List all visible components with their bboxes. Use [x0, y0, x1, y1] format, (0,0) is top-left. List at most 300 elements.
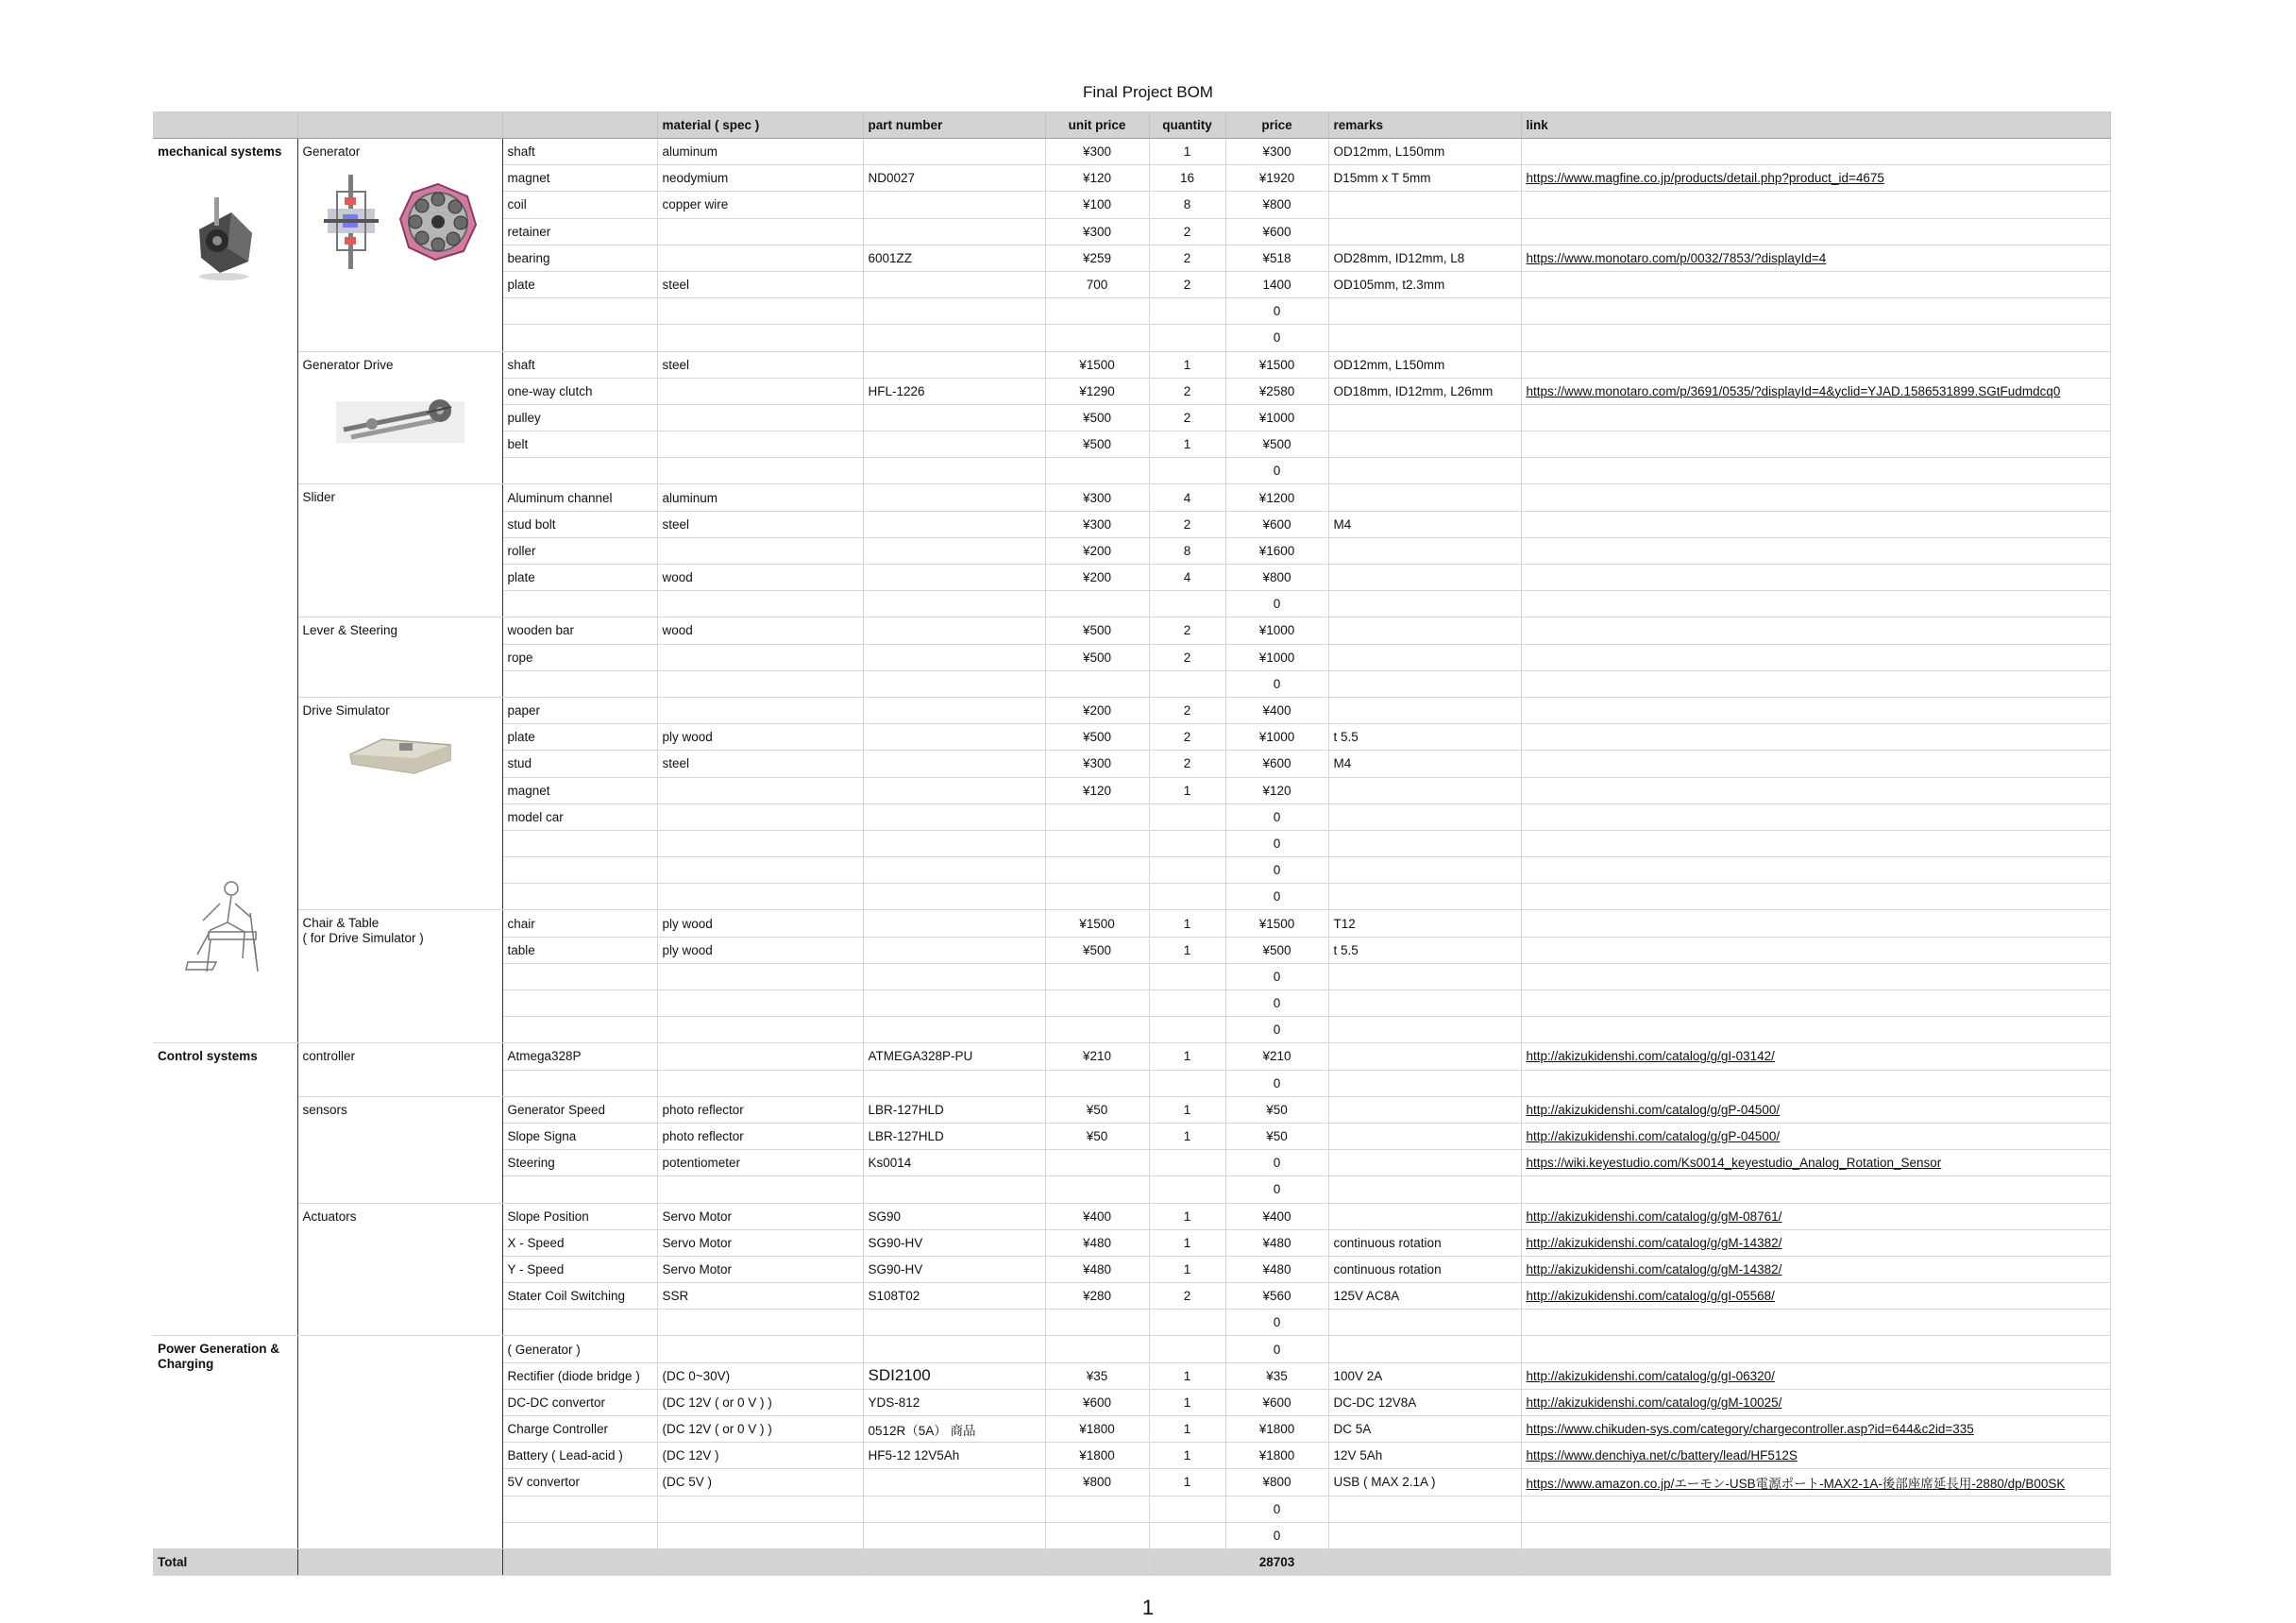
cell-link: [1521, 1336, 2110, 1362]
cell-material: SSR: [657, 1283, 863, 1310]
cell-link: [1521, 1070, 2110, 1096]
cell-material: steel: [657, 511, 863, 537]
cell-link: [1521, 484, 2110, 511]
cell-remarks: OD28mm, ID12mm, L8: [1328, 245, 1521, 271]
cell-part: SDI2100: [863, 1362, 1045, 1389]
cell-price: ¥600: [1225, 218, 1328, 245]
cell-remarks: OD12mm, L150mm: [1328, 139, 1521, 165]
cell-unit: ¥400: [1045, 1203, 1149, 1229]
cell-qty: [1149, 1070, 1225, 1096]
product-link[interactable]: http://akizukidenshi.com/catalog/g/gM-08761/: [1521, 1203, 2110, 1229]
cell-unit: [1045, 803, 1149, 830]
category-cell: [153, 139, 297, 1043]
cell-material: steel: [657, 751, 863, 777]
table-row: [153, 351, 2110, 378]
cell-link: [1521, 218, 2110, 245]
cell-unit: ¥500: [1045, 431, 1149, 458]
cell-remarks: [1328, 1522, 1521, 1548]
cell-unit: [1045, 1150, 1149, 1176]
cell-unit: [1045, 1017, 1149, 1043]
cell-material: [657, 963, 863, 989]
cell-qty: [1149, 803, 1225, 830]
cell-unit: ¥500: [1045, 617, 1149, 644]
total-row: [153, 1548, 2110, 1575]
cell-remarks: M4: [1328, 511, 1521, 537]
cell-material: [657, 777, 863, 803]
cell-unit: [1045, 325, 1149, 351]
cell-link: [1521, 963, 2110, 989]
cell-item: Battery ( Lead-acid ): [502, 1443, 657, 1469]
cell-remarks: USB ( MAX 2.1A ): [1328, 1469, 1521, 1496]
cell-remarks: DC 5A: [1328, 1416, 1521, 1443]
cell-material: neodymium: [657, 165, 863, 192]
cell-material: (DC 12V ): [657, 1443, 863, 1469]
cell-unit: ¥259: [1045, 245, 1149, 271]
cell-link: [1521, 139, 2110, 165]
cell-unit: [1045, 458, 1149, 484]
cell-unit: ¥600: [1045, 1389, 1149, 1415]
cell-link: [1521, 644, 2110, 670]
cell-price: ¥800: [1225, 192, 1328, 218]
cell-qty: 1: [1149, 1443, 1225, 1469]
subsystem-label: Generator: [302, 144, 361, 159]
product-link[interactable]: https://www.denchiya.net/c/battery/lead/HF512S: [1521, 1443, 2110, 1469]
cell-remarks: M4: [1328, 751, 1521, 777]
product-link[interactable]: https://wiki.keyestudio.com/Ks0014_keyestudio_Analog_Rotation_Sensor: [1521, 1150, 2110, 1176]
cell-part: [863, 963, 1045, 989]
cell-item: DC-DC convertor: [502, 1389, 657, 1415]
cell-part: [863, 724, 1045, 751]
cell-part: [863, 192, 1045, 218]
cell-material: potentiometer: [657, 1150, 863, 1176]
cell-material: wood: [657, 617, 863, 644]
cell-material: [657, 298, 863, 325]
product-link[interactable]: http://akizukidenshi.com/catalog/g/gI-06320/: [1521, 1362, 2110, 1389]
cell-material: Servo Motor: [657, 1203, 863, 1229]
cell-qty: 4: [1149, 565, 1225, 591]
cell-item: Steering: [502, 1150, 657, 1176]
cell-price: 0: [1225, 1522, 1328, 1548]
cell-item: pulley: [502, 404, 657, 431]
cell-part: [863, 777, 1045, 803]
cell-material: [657, 644, 863, 670]
cell-remarks: [1328, 484, 1521, 511]
cell-part: Ks0014: [863, 1150, 1045, 1176]
cell-price: 0: [1225, 884, 1328, 910]
cell-item: shaft: [502, 351, 657, 378]
cell-price: ¥50: [1225, 1096, 1328, 1123]
cell-price: 0: [1225, 830, 1328, 856]
cell-qty: 1: [1149, 777, 1225, 803]
cell-qty: 4: [1149, 484, 1225, 511]
cell-material: [657, 670, 863, 697]
table-row: [153, 697, 2110, 723]
cell-unit: ¥1290: [1045, 378, 1149, 404]
cell-part: [863, 910, 1045, 937]
cell-remarks: [1328, 1310, 1521, 1336]
cell-material: ply wood: [657, 937, 863, 963]
cell-qty: 1: [1149, 351, 1225, 378]
cell-link: [1521, 298, 2110, 325]
cell-unit: ¥800: [1045, 1469, 1149, 1496]
cell-qty: [1149, 1150, 1225, 1176]
cell-item: [502, 591, 657, 617]
product-link[interactable]: https://www.monotaro.com/p/0032/7853/?displayId=4: [1521, 245, 2110, 271]
cell-item: stud: [502, 751, 657, 777]
header-quantity: quantity: [1149, 111, 1225, 139]
cell-qty: 1: [1149, 1043, 1225, 1070]
cell-item: [502, 884, 657, 910]
cell-qty: 1: [1149, 1389, 1225, 1415]
cell-unit: ¥500: [1045, 404, 1149, 431]
cell-price: ¥1200: [1225, 484, 1328, 511]
cell-material: [657, 245, 863, 271]
cell-price: ¥800: [1225, 565, 1328, 591]
subsystem-cell-drive-simulator: [297, 697, 502, 910]
cell-price: ¥1600: [1225, 537, 1328, 564]
cell-part: ND0027: [863, 165, 1045, 192]
cell-unit: [1045, 990, 1149, 1017]
cell-remarks: D15mm x T 5mm: [1328, 165, 1521, 192]
cell-part: [863, 830, 1045, 856]
product-link[interactable]: http://akizukidenshi.com/catalog/g/gI-03142/: [1521, 1043, 2110, 1070]
cell-unit: [1045, 670, 1149, 697]
cell-item: table: [502, 937, 657, 963]
subsystem-cell-slider: [297, 484, 502, 617]
cell-price: 0: [1225, 1176, 1328, 1203]
cell-item: coil: [502, 192, 657, 218]
cell-remarks: [1328, 857, 1521, 884]
cell-link: [1521, 670, 2110, 697]
cell-price: ¥600: [1225, 751, 1328, 777]
cell-remarks: [1328, 777, 1521, 803]
cell-remarks: [1328, 963, 1521, 989]
cell-qty: [1149, 1336, 1225, 1362]
cell-item: plate: [502, 271, 657, 297]
cell-qty: 1: [1149, 1203, 1225, 1229]
cell-unit: [1045, 963, 1149, 989]
cell-qty: 8: [1149, 537, 1225, 564]
cell-remarks: [1328, 1043, 1521, 1070]
header-item: [502, 111, 657, 139]
product-link[interactable]: http://akizukidenshi.com/catalog/g/gP-04500/: [1521, 1096, 2110, 1123]
cell-link: [1521, 271, 2110, 297]
cell-qty: [1149, 990, 1225, 1017]
cell-remarks: [1328, 1336, 1521, 1362]
cell-material: (DC 12V ( or 0 V ) ): [657, 1416, 863, 1443]
cell-unit: 700: [1045, 271, 1149, 297]
header-subsystem: [297, 111, 502, 139]
cell-unit: ¥300: [1045, 751, 1149, 777]
cell-price: ¥518: [1225, 245, 1328, 271]
cell-link: [1521, 431, 2110, 458]
cell-material: aluminum: [657, 139, 863, 165]
cell-price: ¥560: [1225, 1283, 1328, 1310]
cell-item: [502, 1017, 657, 1043]
cell-material: steel: [657, 351, 863, 378]
cell-price: ¥1500: [1225, 910, 1328, 937]
cell-price: ¥300: [1225, 139, 1328, 165]
cell-link: [1521, 591, 2110, 617]
cell-material: [657, 1310, 863, 1336]
cell-material: Servo Motor: [657, 1229, 863, 1256]
cell-part: [863, 565, 1045, 591]
cell-remarks: t 5.5: [1328, 937, 1521, 963]
cell-unit: ¥300: [1045, 139, 1149, 165]
cell-unit: ¥1800: [1045, 1416, 1149, 1443]
cell-remarks: OD18mm, ID12mm, L26mm: [1328, 378, 1521, 404]
subsystem-cell-sensors: [297, 1096, 502, 1203]
cell-price: ¥120: [1225, 777, 1328, 803]
cell-link: [1521, 1176, 2110, 1203]
cell-material: wood: [657, 565, 863, 591]
cell-remarks: [1328, 325, 1521, 351]
cell-price: ¥1920: [1225, 165, 1328, 192]
cell-qty: 1: [1149, 431, 1225, 458]
cell-unit: [1045, 857, 1149, 884]
cell-qty: [1149, 1310, 1225, 1336]
cell-price: 0: [1225, 963, 1328, 989]
cell-price: ¥2580: [1225, 378, 1328, 404]
cell-material: ply wood: [657, 724, 863, 751]
cell-item: magnet: [502, 165, 657, 192]
cell-remarks: [1328, 1496, 1521, 1522]
cell-item: [502, 830, 657, 856]
cell-remarks: 125V AC8A: [1328, 1283, 1521, 1310]
product-link[interactable]: https://www.chikuden-sys.com/category/chargecontroller.asp?id=644&c2id=335: [1521, 1416, 2110, 1443]
cell-unit: ¥1500: [1045, 351, 1149, 378]
cell-material: [657, 537, 863, 564]
cell-material: [657, 378, 863, 404]
table-row: [153, 1336, 2110, 1362]
cell-part: [863, 325, 1045, 351]
cell-part: [863, 1176, 1045, 1203]
cell-link: [1521, 1522, 2110, 1548]
cell-part: [863, 511, 1045, 537]
cell-unit: ¥500: [1045, 644, 1149, 670]
product-link[interactable]: https://www.magfine.co.jp/products/detail.php?product_id=4675: [1521, 165, 2110, 192]
cell-material: [657, 1336, 863, 1362]
cell-part: SG90-HV: [863, 1229, 1045, 1256]
cell-part: [863, 431, 1045, 458]
cell-item: ( Generator ): [502, 1336, 657, 1362]
cell-material: photo reflector: [657, 1123, 863, 1149]
cell-qty: 8: [1149, 192, 1225, 218]
product-link[interactable]: http://akizukidenshi.com/catalog/g/gM-14382/: [1521, 1256, 2110, 1282]
header-link: link: [1521, 111, 2110, 139]
cell-qty: 2: [1149, 644, 1225, 670]
cell-qty: 1: [1149, 937, 1225, 963]
cell-material: copper wire: [657, 192, 863, 218]
cell-part: [863, 458, 1045, 484]
cell-remarks: [1328, 990, 1521, 1017]
cell-remarks: [1328, 884, 1521, 910]
drive-simulator-image: [345, 732, 456, 781]
category-label: Control systems: [158, 1049, 258, 1064]
table-row: [153, 1043, 2110, 1070]
cell-material: [657, 591, 863, 617]
cell-qty: 1: [1149, 139, 1225, 165]
product-link[interactable]: https://www.amazon.co.jp/エーモン-USB電源ポート-MAX2-1A-後部座席延長用-2880/dp/B00SK: [1521, 1469, 2110, 1496]
cell-unit: ¥1500: [1045, 910, 1149, 937]
cell-part: [863, 1310, 1045, 1336]
cell-part: [863, 298, 1045, 325]
cell-item: [502, 857, 657, 884]
cell-unit: ¥480: [1045, 1229, 1149, 1256]
cell-material: [657, 404, 863, 431]
cell-remarks: [1328, 298, 1521, 325]
cell-price: ¥600: [1225, 1389, 1328, 1415]
cell-qty: 2: [1149, 378, 1225, 404]
cell-item: paper: [502, 697, 657, 723]
product-link[interactable]: http://akizukidenshi.com/catalog/g/gM-14382/: [1521, 1229, 2110, 1256]
generator-section-image: [322, 173, 380, 275]
cell-remarks: continuous rotation: [1328, 1229, 1521, 1256]
cell-qty: [1149, 1522, 1225, 1548]
cell-item: chair: [502, 910, 657, 937]
cell-link: [1521, 325, 2110, 351]
header-category: [153, 111, 297, 139]
cell-unit: ¥50: [1045, 1123, 1149, 1149]
cell-item: retainer: [502, 218, 657, 245]
cell-price: ¥50: [1225, 1123, 1328, 1149]
cell-qty: 1: [1149, 1096, 1225, 1123]
cell-part: S108T02: [863, 1283, 1045, 1310]
header-price: price: [1225, 111, 1328, 139]
cell-item: [502, 963, 657, 989]
subsystem-label: Actuators: [302, 1209, 357, 1224]
cell-price: ¥1000: [1225, 404, 1328, 431]
table-row: [153, 484, 2110, 511]
cell-qty: 1: [1149, 1123, 1225, 1149]
cell-material: [657, 830, 863, 856]
cell-part: [863, 751, 1045, 777]
cell-material: [657, 1176, 863, 1203]
cell-qty: 2: [1149, 404, 1225, 431]
cell-unit: ¥100: [1045, 192, 1149, 218]
subsystem-cell-lever-steering: [297, 617, 502, 698]
cell-remarks: OD12mm, L150mm: [1328, 351, 1521, 378]
cell-part: LBR-127HLD: [863, 1096, 1045, 1123]
cell-part: [863, 803, 1045, 830]
header-row: [153, 111, 2110, 139]
cell-part: 6001ZZ: [863, 245, 1045, 271]
cell-remarks: [1328, 431, 1521, 458]
cell-unit: ¥120: [1045, 165, 1149, 192]
cell-item: magnet: [502, 777, 657, 803]
cell-part: [863, 937, 1045, 963]
cell-price: ¥500: [1225, 937, 1328, 963]
product-link[interactable]: http://akizukidenshi.com/catalog/g/gI-05568/: [1521, 1283, 2110, 1310]
subsystem-label: Chair & Table ( for Drive Simulator ): [302, 916, 424, 946]
table-row: [153, 910, 2110, 937]
cell-qty: [1149, 1496, 1225, 1522]
product-link[interactable]: https://www.monotaro.com/p/3691/0535/?displayId=4&yclid=YJAD.1586531899.SGtFudmdcq0: [1521, 378, 2110, 404]
table-row: [153, 617, 2110, 644]
cell-material: (DC 0~30V): [657, 1362, 863, 1389]
cell-material: [657, 458, 863, 484]
cell-part: HFL-1226: [863, 378, 1045, 404]
subsystem-cell-generator: [297, 139, 502, 352]
cell-unit: [1045, 1496, 1149, 1522]
cell-unit: ¥35: [1045, 1362, 1149, 1389]
cell-link: [1521, 777, 2110, 803]
cell-price: ¥1000: [1225, 724, 1328, 751]
cell-price: ¥1800: [1225, 1443, 1328, 1469]
cell-part: [863, 857, 1045, 884]
cell-price: 0: [1225, 670, 1328, 697]
cell-link: [1521, 1310, 2110, 1336]
cell-part: ATMEGA328P-PU: [863, 1043, 1045, 1070]
cell-link: [1521, 458, 2110, 484]
cell-remarks: [1328, 537, 1521, 564]
cell-qty: [1149, 1176, 1225, 1203]
cell-remarks: [1328, 458, 1521, 484]
product-link[interactable]: http://akizukidenshi.com/catalog/g/gM-10025/: [1521, 1389, 2110, 1415]
cell-part: [863, 644, 1045, 670]
cell-remarks: [1328, 1070, 1521, 1096]
cell-link: [1521, 192, 2110, 218]
cell-material: [657, 218, 863, 245]
product-link[interactable]: http://akizukidenshi.com/catalog/g/gP-04500/: [1521, 1123, 2110, 1149]
cell-part: [863, 617, 1045, 644]
cell-item: X - Speed: [502, 1229, 657, 1256]
cell-part: [863, 139, 1045, 165]
cell-part: [863, 884, 1045, 910]
cell-link: [1521, 404, 2110, 431]
cell-link: [1521, 511, 2110, 537]
cell-qty: 1: [1149, 1469, 1225, 1496]
chair-sketch-image: [158, 879, 293, 977]
cell-unit: ¥200: [1045, 697, 1149, 723]
cell-item: [502, 670, 657, 697]
cell-material: (DC 5V ): [657, 1469, 863, 1496]
cell-unit: [1045, 591, 1149, 617]
page-number: 1: [1141, 1596, 1155, 1619]
cell-part: [863, 1522, 1045, 1548]
cell-item: [502, 325, 657, 351]
cell-item: shaft: [502, 139, 657, 165]
cell-qty: 2: [1149, 617, 1225, 644]
cell-part: [863, 697, 1045, 723]
cell-remarks: [1328, 218, 1521, 245]
cell-unit: [1045, 830, 1149, 856]
cell-qty: 1: [1149, 1256, 1225, 1282]
cell-price: 0: [1225, 298, 1328, 325]
cell-unit: ¥480: [1045, 1256, 1149, 1282]
generator-rotor-image: [397, 181, 479, 266]
cell-part: [863, 1496, 1045, 1522]
cell-link: [1521, 1496, 2110, 1522]
cell-item: rope: [502, 644, 657, 670]
category-label: mechanical systems: [158, 144, 282, 159]
cell-material: steel: [657, 271, 863, 297]
cell-item: one-way clutch: [502, 378, 657, 404]
cell-material: [657, 1070, 863, 1096]
cell-material: [657, 697, 863, 723]
cell-unit: ¥300: [1045, 218, 1149, 245]
cell-item: [502, 458, 657, 484]
header-remarks: remarks: [1328, 111, 1521, 139]
cell-unit: ¥50: [1045, 1096, 1149, 1123]
cell-material: Servo Motor: [657, 1256, 863, 1282]
cell-material: [657, 803, 863, 830]
cell-remarks: 12V 5Ah: [1328, 1443, 1521, 1469]
cell-price: 0: [1225, 1310, 1328, 1336]
cell-remarks: [1328, 644, 1521, 670]
cell-qty: [1149, 857, 1225, 884]
cell-item: model car: [502, 803, 657, 830]
